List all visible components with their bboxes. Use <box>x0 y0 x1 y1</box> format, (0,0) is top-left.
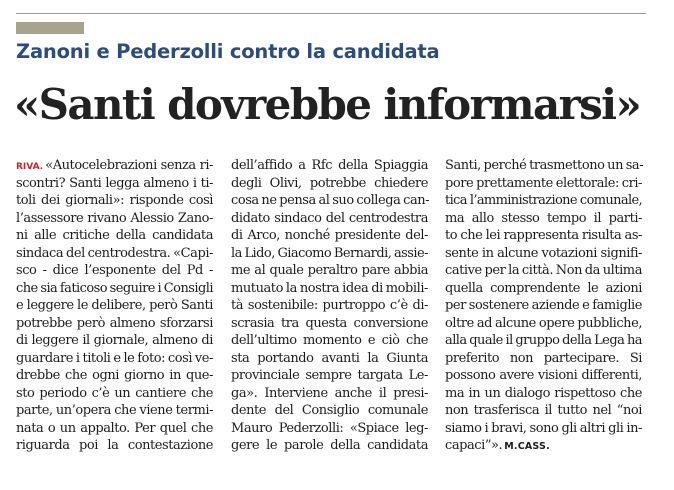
article-kicker: Zanoni e Pederzolli contro la candidata <box>16 40 440 63</box>
body-line: riguarda poi la contestazione <box>16 438 213 453</box>
body-line: cosa ne pensa al suo collega can- <box>231 193 430 208</box>
dateline: RIVA. <box>16 162 44 172</box>
body-line: l’assessore rivano Alessio Zano- <box>16 210 213 226</box>
body-line: Santi, perché trasmettono un sa- <box>445 158 644 173</box>
body-line: drebbe che ogni giorno in que- <box>16 368 213 383</box>
section-tag-bar <box>16 22 84 34</box>
body-line: sente in alcune votazioni signifi- <box>445 245 642 261</box>
body-line: e leggere le delibere, però Santi <box>16 298 213 313</box>
article-column-2 <box>231 157 428 455</box>
body-line: quella comprendente le azioni <box>445 280 642 296</box>
body-line: preferito non partecipare. Si <box>445 350 642 366</box>
article-column-1 <box>16 157 213 455</box>
body-line: dente del Consiglio comunale <box>231 403 428 418</box>
body-line: to che lei rappresenta risulta as- <box>445 228 642 243</box>
body-line: che sia faticoso seguire i Consigli <box>16 280 213 296</box>
body-line: di leggere il giornale, almeno di <box>16 333 213 348</box>
article-headline: «Santi dovrebbe informarsi» <box>14 80 641 129</box>
body-line: siamo i bravi, sono gli altri gli in- <box>445 420 642 436</box>
body-line: gere le parole della candidata <box>231 438 428 453</box>
body-line: tica l’amministrazione comunale, <box>445 193 642 208</box>
body-line: ma allo stesso tempo il parti- <box>445 210 642 226</box>
body-line: toli dei giornali»: risponde così <box>16 193 213 208</box>
body-line: cative per la città. Non da ultima <box>445 263 642 278</box>
body-line: sta portando avanti la Giunta <box>231 350 428 366</box>
body-line: per sostenere aziende e famiglie <box>445 298 642 313</box>
top-rule <box>16 13 646 14</box>
body-line: la Lido, Giacomo Bernardi, assie- <box>231 245 428 261</box>
body-line: potrebbe però almeno sforzarsi <box>16 315 213 331</box>
body-line: ma in un dialogo rispettoso che <box>445 385 642 401</box>
body-line: provinciale sempre targata Le- <box>231 368 428 383</box>
body-line: capaci”». M.CASS. <box>445 438 550 453</box>
body-line: sindaca del centrodestra. «Capi- <box>16 245 213 261</box>
body-line: ga». Interviene anche il presi- <box>231 385 428 401</box>
body-line: possono avere visioni differenti, <box>445 368 642 383</box>
body-line: sto periodo c’è un cantiere che <box>16 385 213 401</box>
body-line: sco - dice l’esponente del Pd - <box>16 263 213 278</box>
body-line: pore prettamente elettorale: cri- <box>445 175 642 191</box>
body-line: nata o un appalto. Per quel che <box>16 420 213 436</box>
article-column-3 <box>445 157 642 455</box>
body-line: ni alle critiche della candidata <box>16 228 213 243</box>
body-line: guardare i titoli e le foto: così ve- <box>16 350 213 366</box>
body-line: scontri? Santi legga almeno i ti- <box>16 175 213 191</box>
author-signature: M.CASS. <box>504 441 550 452</box>
body-line: mutuato la nostra idea di mobili- <box>231 280 428 296</box>
body-line: parte, un’opera che viene termi- <box>16 403 213 418</box>
body-line: Mauro Pederzolli: «Spiace leg- <box>231 420 428 436</box>
body-line: RIVA. «Autocelebrazioni senza ri- <box>16 158 213 173</box>
body-line: non trasferisca il tutto nel “noi <box>445 403 642 418</box>
body-line: didato sindaco del centrodestra <box>231 210 428 226</box>
body-line: di Arco, nonché presidente del- <box>231 228 428 243</box>
body-line: alla quale il gruppo della Lega ha <box>445 333 642 348</box>
body-line: dell’ultimo momento e ciò che <box>231 333 428 348</box>
body-line: tà sostenibile: purtroppo c’è di- <box>231 298 428 313</box>
body-line: me al quale peraltro pare abbia <box>231 263 428 278</box>
body-line: scrasia tra questa conversione <box>231 315 428 331</box>
body-line: oltre ad alcune opere pubbliche, <box>445 315 642 331</box>
body-line: degli Olivi, potrebbe chiedere <box>231 175 428 191</box>
body-line: dell’affido a Rfc della Spiaggia <box>231 158 428 173</box>
